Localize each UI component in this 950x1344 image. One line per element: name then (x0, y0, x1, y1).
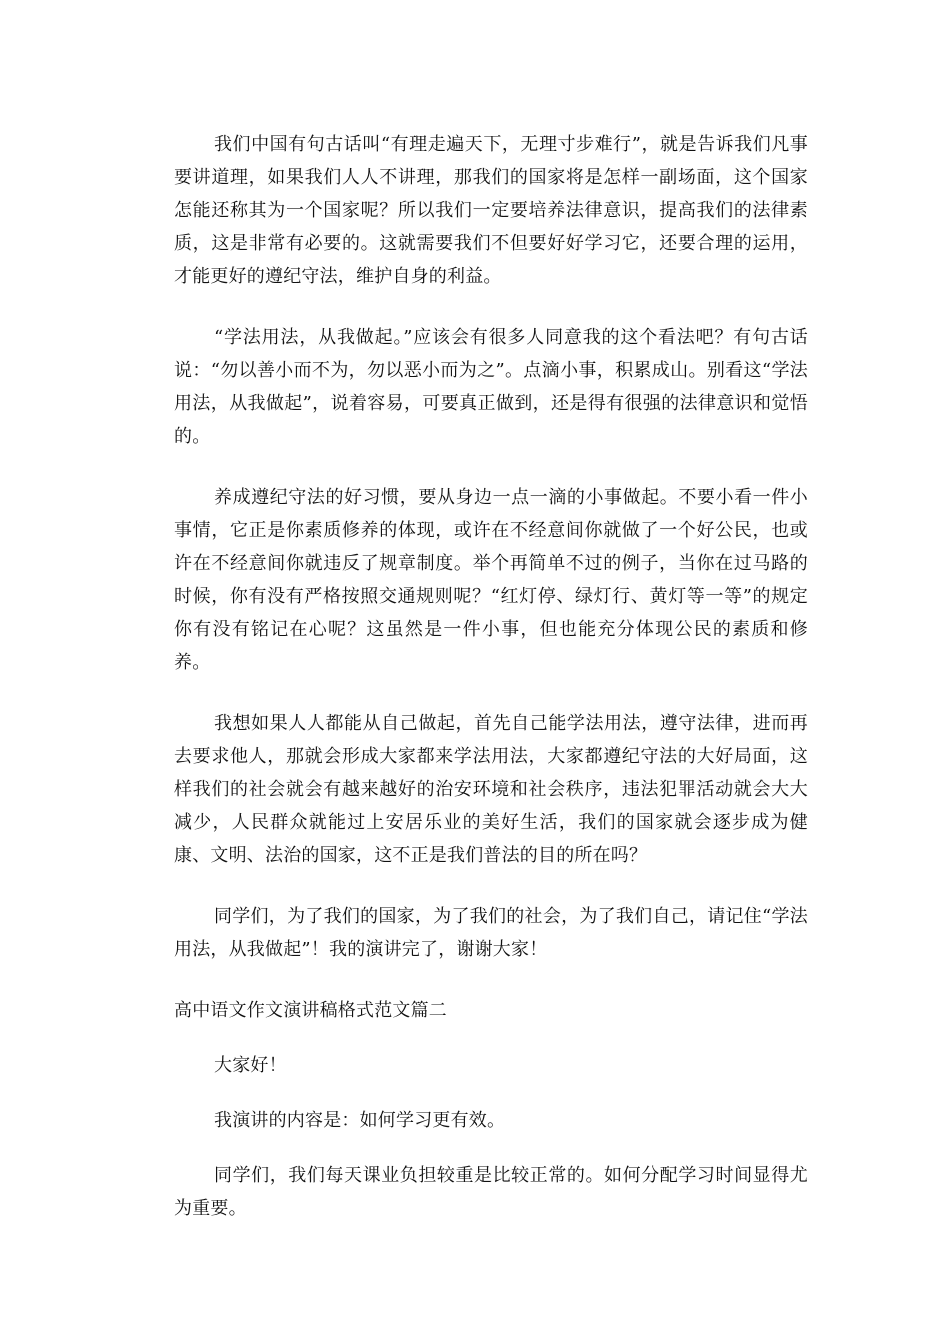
paragraph-learn-law: “学法用法，从我做起。”应该会有很多人同意我的这个看法吧？有句古话说：“勿以善小而不为，勿以恶小而为之”。点滴小事，积累成山。别看这“学法用法，从我做起”，说着容易，可要真正做到，还是得有很强的法律意识和觉悟的。 (174, 327, 808, 447)
paragraph-everyone-start: 我想如果人人都能从自己做起，首先自己能学法用法，遵守法律，进而再去要求他人，那就会形成大家都来学法用法，大家都遵纪守法的大好局面，这样我们的社会就会有越来越好的治安环境和社会秩序，违法犯罪活动就会大大减少，人民群众就能过上安居乐业的美好生活，我们的国家就会逐步成为健康、文明、法治的国家，这不正是我们普法的目的所在吗？ (174, 713, 808, 866)
paragraph-speech-end: 同学们，为了我们的国家，为了我们的社会，为了我们自己，请记住“学法用法，从我做起”！我的演讲完了，谢谢大家！ (174, 906, 808, 960)
topic-line: 我演讲的内容是：如何学习更有效。 (214, 1110, 506, 1131)
greeting-line: 大家好！ (214, 1055, 287, 1076)
paragraph-good-habits: 养成遵纪守法的好习惯，要从身边一点一滴的小事做起。不要小看一件小事情，它正是你素质修养的体现，或许在不经意间你就做了一个好公民，也或许在不经意间你就违反了规章制度。举个再简单不过的例子，当你在过马路的时候，你有没有严格按照交通规则呢？“红灯停、绿灯行、黄灯等一等”的规定你有没有铭记在心呢？这虽然是一件小事，但也能充分体现公民的素质和修养。 (174, 487, 808, 673)
document-body (174, 128, 808, 1253)
paragraph-study-time: 同学们，我们每天课业负担较重是比较正常的。如何分配学习时间显得尤为重要。 (174, 1165, 808, 1219)
section-heading: 高中语文作文演讲稿格式范文篇二 (174, 1000, 447, 1021)
paragraph-ancient-saying: 我们中国有句古话叫“有理走遍天下，无理寸步难行”，就是告诉我们凡事要讲道理，如果我们人人不讲理，那我们的国家将是怎样一副场面，这个国家怎能还称其为一个国家呢？所以我们一定要培养法律意识，提高我们的法律素质，这是非常有必要的。这就需要我们不但要好好学习它，还要合理的运用，才能更好的遵纪守法，维护自身的利益。 (174, 134, 808, 287)
